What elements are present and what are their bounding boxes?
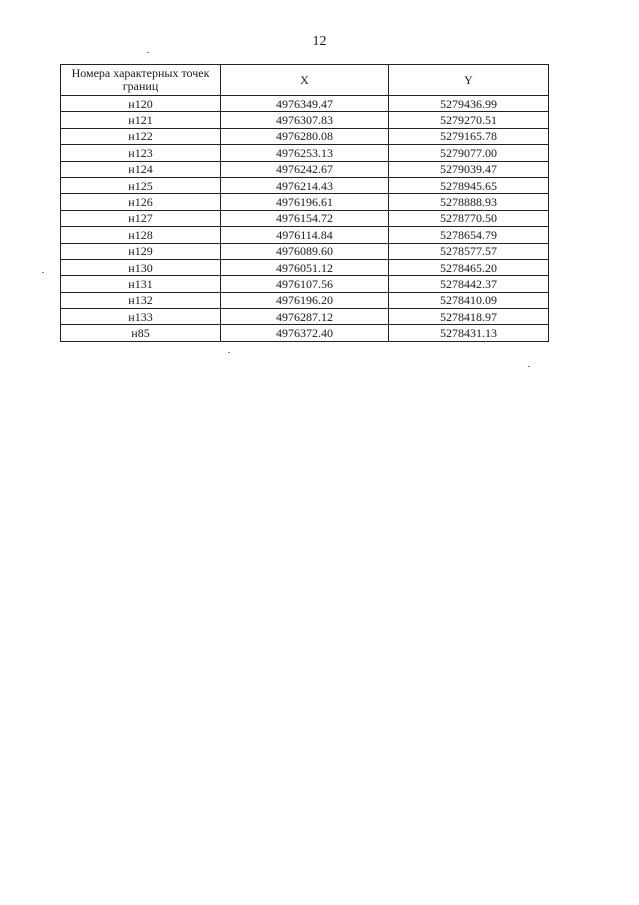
table-row — [61, 227, 549, 243]
table-row — [61, 161, 549, 177]
x-value: 4976280.08 — [221, 128, 389, 144]
x-value: 4976107.56 — [221, 276, 389, 292]
point-id: н130 — [61, 259, 221, 275]
table-row — [61, 276, 549, 292]
y-value: 5279270.51 — [389, 112, 549, 128]
x-value: 4976114.84 — [221, 227, 389, 243]
x-value: 4976214.43 — [221, 177, 389, 193]
x-value: 4976372.40 — [221, 325, 389, 341]
y-value: 5278418.97 — [389, 309, 549, 325]
coordinates-table — [60, 64, 549, 342]
x-value: 4976307.83 — [221, 112, 389, 128]
y-value: 5279165.78 — [389, 128, 549, 144]
table-row — [61, 259, 549, 275]
x-value: 4976242.67 — [221, 161, 389, 177]
point-id: н126 — [61, 194, 221, 210]
x-value: 4976051.12 — [221, 259, 389, 275]
point-id: н123 — [61, 145, 221, 161]
point-id: н131 — [61, 276, 221, 292]
table-row — [61, 309, 549, 325]
point-id: н129 — [61, 243, 221, 259]
point-id: н85 — [61, 325, 221, 341]
point-id: н133 — [61, 309, 221, 325]
table-row — [61, 128, 549, 144]
scan-speck — [42, 272, 44, 273]
y-value: 5279039.47 — [389, 161, 549, 177]
y-value: 5278465.20 — [389, 259, 549, 275]
scan-speck — [228, 352, 230, 353]
table-row — [61, 292, 549, 308]
point-id: н122 — [61, 128, 221, 144]
table-header-row — [61, 65, 549, 96]
point-id: н132 — [61, 292, 221, 308]
table-row — [61, 210, 549, 226]
x-value: 4976154.72 — [221, 210, 389, 226]
x-value: 4976349.47 — [221, 96, 389, 112]
table-row — [61, 243, 549, 259]
x-value: 4976196.20 — [221, 292, 389, 308]
y-value: 5278577.57 — [389, 243, 549, 259]
y-value: 5278888.93 — [389, 194, 549, 210]
y-value: 5278945.65 — [389, 177, 549, 193]
point-id: н125 — [61, 177, 221, 193]
x-value: 4976253.13 — [221, 145, 389, 161]
point-id: н121 — [61, 112, 221, 128]
x-value: 4976196.61 — [221, 194, 389, 210]
point-id: н120 — [61, 96, 221, 112]
table-row — [61, 325, 549, 341]
x-value: 4976089.60 — [221, 243, 389, 259]
table-row — [61, 112, 549, 128]
header-x: X — [221, 65, 389, 96]
y-value: 5278654.79 — [389, 227, 549, 243]
y-value: 5279077.00 — [389, 145, 549, 161]
point-id: н128 — [61, 227, 221, 243]
y-value: 5279436.99 — [389, 96, 549, 112]
header-point-number: Номера характерных точек границ — [61, 65, 221, 96]
point-id: н127 — [61, 210, 221, 226]
table-row — [61, 145, 549, 161]
scan-speck — [528, 366, 530, 367]
y-value: 5278410.09 — [389, 292, 549, 308]
scan-speck — [147, 52, 149, 53]
table-row — [61, 96, 549, 112]
header-y: Y — [389, 65, 549, 96]
table-row — [61, 177, 549, 193]
x-value: 4976287.12 — [221, 309, 389, 325]
table-row — [61, 194, 549, 210]
y-value: 5278442.37 — [389, 276, 549, 292]
point-id: н124 — [61, 161, 221, 177]
page-number: 12 — [312, 34, 327, 49]
y-value: 5278770.50 — [389, 210, 549, 226]
y-value: 5278431.13 — [389, 325, 549, 341]
